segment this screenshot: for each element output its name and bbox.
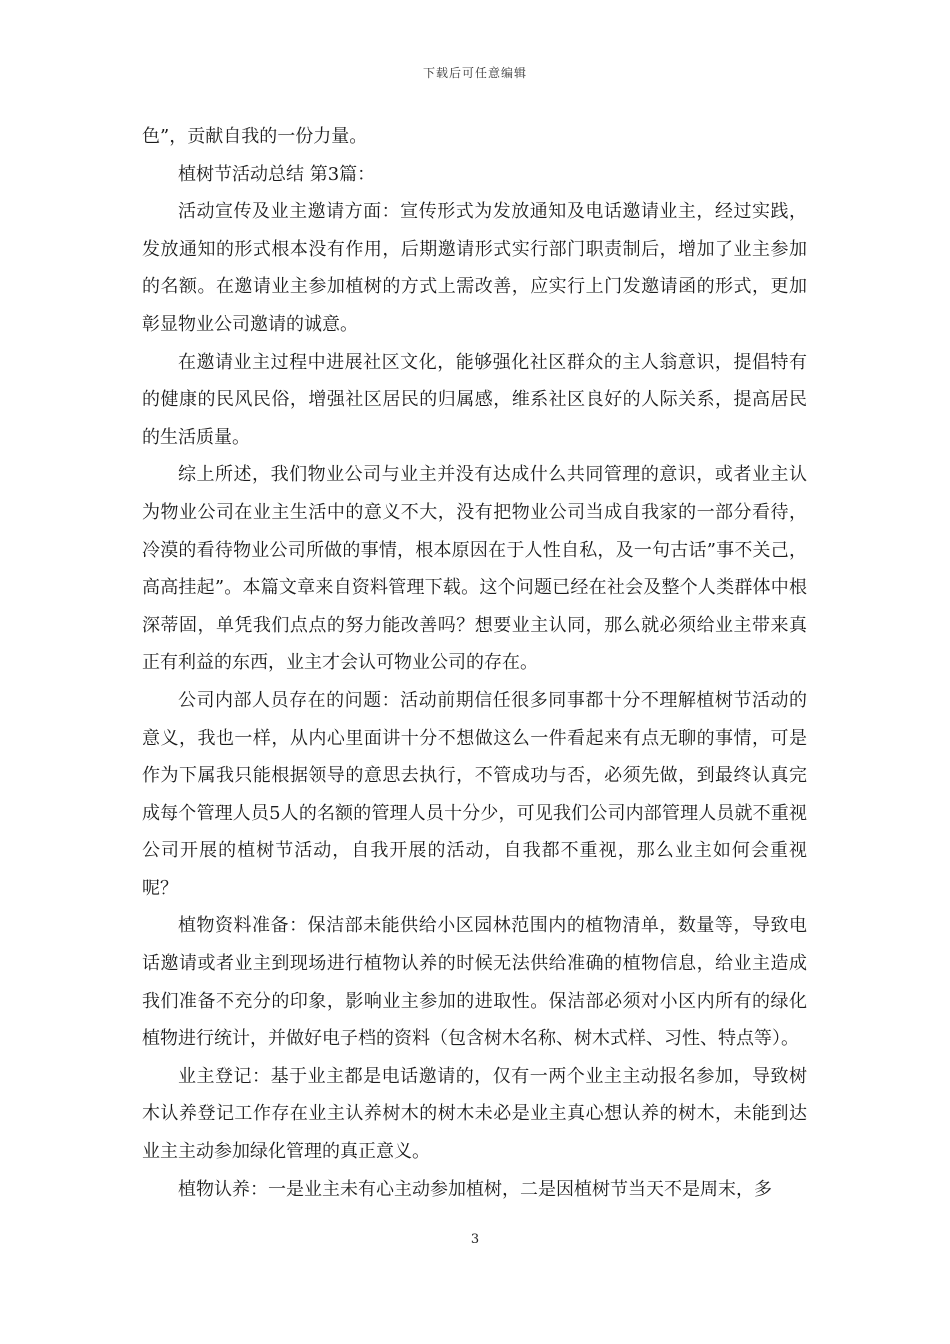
paragraph: 综上所述，我们物业公司与业主并没有达成什么共同管理的意识，或者业主认为物业公司在业主生活中的意义不大，没有把物业公司当成自我家的一部分看待，冷漠的看待物业公司所做的事情，根本原因在于人性自私，及一句古话”事不关己，高高挂起”。本篇文章来自资料管理下载。这个问题已经在社会及整个人类群体中根深蒂固，单凭我们点点的努力能改善吗？想要业主认同，那么就必须给业主带来真正有利益的东西，业主才会认可物业公司的存在。 <box>142 464 807 674</box>
paragraph: 植物认养：一是业主未有心主动参加植树，二是因植树节当天不是周末，多 <box>178 1178 772 1200</box>
paragraph: 植物资料准备：保洁部未能供给小区园林范围内的植物清单，数量等，导致电话邀请或者业主到现场进行植物认养的时候无法供给准确的植物信息，给业主造成我们准备不充分的印象，影响业主参加的进取性。保洁部必须对小区内所有的绿化植物进行统计，并做好电子档的资料（包含树木名称、树木式样、习性、特点等）。 <box>142 915 807 1050</box>
paragraph: 活动宣传及业主邀请方面：宣传形式为发放通知及电话邀请业主，经过实践，发放通知的形式根本没有作用，后期邀请形式实行部门职责制后，增加了业主参加的名额。在邀请业主参加植树的方式上需改善，应实行上门发邀请函的形式，更加彰显物业公司邀请的诚意。 <box>142 201 807 335</box>
paragraph: 在邀请业主过程中进展社区文化，能够强化社区群众的主人翁意识，提倡特有的健康的民风民俗，增强社区居民的归属感，维系社区良好的人际关系，提高居民的生活质量。 <box>142 351 807 448</box>
section-heading: 植树节活动总结 第3篇： <box>178 163 376 185</box>
page-header: 下载后可任意编辑 <box>422 66 527 80</box>
paragraph: 业主登记：基于业主都是电话邀请的，仅有一两个业主主动报名参加，导致树木认养登记工作存在业主认养树木的树木未必是业主真心想认养的树木，未能到达业主主动参加绿化管理的真正意义。 <box>142 1065 807 1163</box>
paragraph: 色”，贡献自我的一份力量。 <box>142 126 368 147</box>
page-number: 3 <box>470 1232 480 1247</box>
document-body <box>142 118 807 1208</box>
paragraph: 公司内部人员存在的问题：活动前期信任很多同事都十分不理解植树节活动的意义，我也一样，从内心里面讲十分不想做这么一件看起来有点无聊的事情，可是作为下属我只能根据领导的意思去执行，不管成功与否，必须先做，到最终认真完成每个管理人员5人的名额的管理人员十分少，可见我们公司内部管理人员就不重视公司开展的植树节活动，自我开展的活动，自我都不重视，那么业主如何会重视呢？ <box>142 689 807 899</box>
